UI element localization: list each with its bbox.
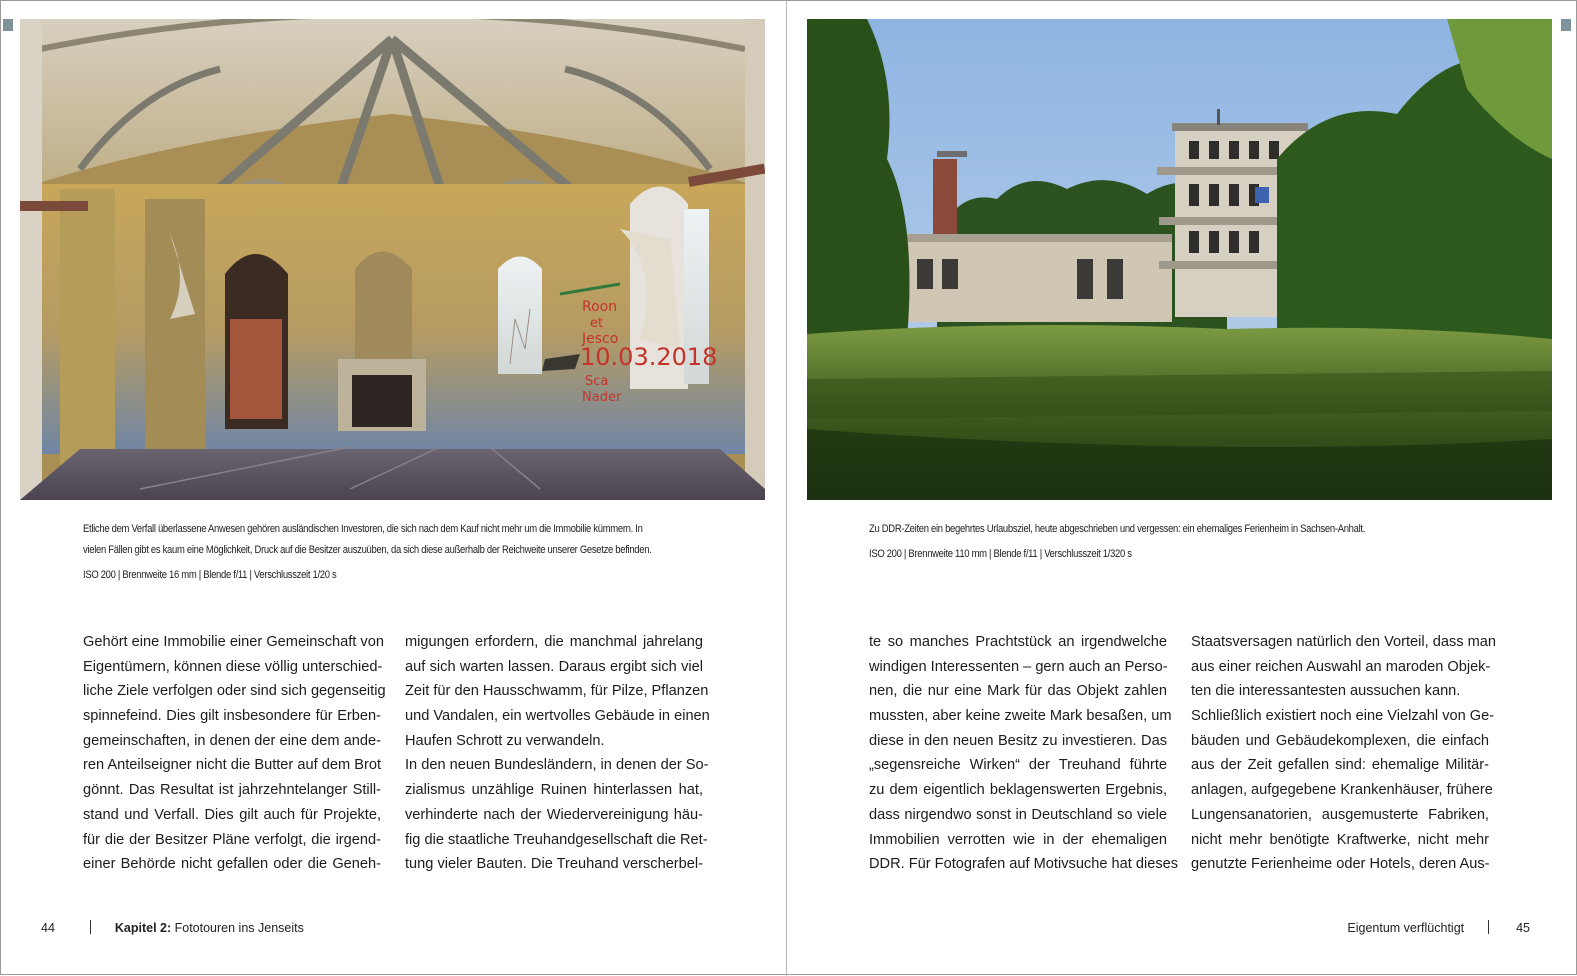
caption-left-specs: ISO 200 | Brennweite 16 mm | Blende f/11 | Verschlusszeit 1/20 s [83, 569, 337, 581]
text-line: diese in den neuen Besitz zu investieren. Das [869, 732, 1167, 749]
photo-abandoned-holiday-home [807, 19, 1552, 500]
text-line: gemeinschaften, in denen der eine dem ande- [83, 732, 381, 749]
text-line: liche Ziele verfolgen oder sind sich gegenseitig [83, 683, 386, 700]
text-line: zialismus unzählige Ruinen hinterlassen hat, [405, 782, 703, 799]
text-line: nen, die nur eine Mark für das Objekt zahlen [869, 683, 1167, 700]
text-line: windigen Interessenten – gern auch an Perso- [869, 658, 1168, 675]
text-line: gönnt. Das Resultat ist jahrzehntelanger Still- [83, 782, 381, 799]
text-line: fig die staatliche Treuhandgesellschaft die Ret- [405, 831, 708, 848]
graffiti-sca: Sca [585, 374, 609, 389]
text-line: Schließlich existiert noch eine Vielzahl von Ge- [1191, 708, 1495, 725]
caption-right-line-1: Zu DDR-Zeiten ein begehrtes Urlaubsziel, heute abgeschrieben und vergessen: ein ehemaliges Ferienheim in Sachsen-Anhalt. [869, 523, 1366, 535]
text-line: dass nirgendwo sonst in Deutschland so viele [869, 806, 1167, 823]
text-line: te so manches Prachtstück an irgendwelche [869, 634, 1167, 650]
text-line: Staatsversagen natürlich den Vorteil, dass man [1191, 634, 1497, 650]
text-line: aus einer reichen Auswahl an maroden Objek- [1191, 658, 1491, 675]
text-line: bäuden und Gebäudekomplexen, die einfach [1191, 732, 1489, 749]
page-number-left: 44 [41, 921, 55, 935]
chapter-label: Kapitel 2: [114, 921, 172, 935]
text-line: Zeit für den Hausschwamm, für Pilze, Pflanzen [405, 683, 709, 700]
text-line: verhinderte nach der Wiedervereinigung häu- [405, 806, 703, 823]
text-line: ten die interessantesten aussuchen kann. [1191, 683, 1461, 700]
text-line: auf sich warten lassen. Daraus ergibt sich viel [405, 658, 703, 675]
interior-ruin-image [20, 19, 765, 500]
caption-left [83, 519, 652, 586]
chapter-title: Fototouren ins Jenseits [171, 921, 304, 935]
caption-right-specs: ISO 200 | Brennweite 110 mm | Blende f/11 | Verschlusszeit 1/320 s [869, 548, 1132, 560]
page-number-right: 45 [1516, 921, 1530, 935]
footer-separator-left [90, 920, 91, 934]
text-line: aus der Zeit gefallen sind: ehemalige Militär- [1191, 757, 1489, 774]
text-line: spinnefeind. Dies gilt insbesondere für Erben- [83, 708, 381, 725]
photo-interior-ruin [20, 19, 765, 500]
graffiti-jesco: Jesco [582, 331, 619, 347]
text-line: Immobilien verrotten wie in der ehemaligen [869, 831, 1167, 848]
caption-left-line-1: Etliche dem Verfall überlassene Anwesen gehören ausländischen Investoren, die sich nach dem Kauf nicht mehr um die Immobilie kümmern. In [83, 523, 643, 535]
body-column-2 [405, 630, 710, 877]
text-line: anlagen, aufgegebene Krankenhäuser, frühere [1191, 782, 1493, 799]
footer-right [1347, 919, 1530, 937]
text-line: genutzte Ferienheime oder Hotels, deren Aus- [1191, 856, 1490, 873]
graffiti-nader: Nader [582, 390, 622, 405]
text-line: DDR. Für Fotografen auf Motivsuche hat dieses [869, 856, 1179, 873]
text-line: tung vieler Bauten. Die Treuhand verscherbel- [405, 856, 703, 873]
text-line: mussten, aber keine zweite Mark besaßen, um [869, 708, 1172, 725]
text-line: Eigentümern, können diese völlig unterschied- [83, 658, 383, 675]
body-column-3 [869, 630, 1179, 877]
text-line: zu dem eigentlich beklagenswerten Ergebnis, [869, 782, 1167, 799]
book-gutter [786, 1, 787, 976]
graffiti-et: et [590, 316, 604, 331]
footer-separator-right [1488, 920, 1489, 934]
text-line: ren Anteilseigner nicht die Butter auf dem Brot [83, 757, 381, 774]
graffiti-roon: Roon [582, 299, 618, 315]
graffiti-date: 10.03.2018 [580, 343, 718, 371]
text-line: einer Behörde nicht gefallen oder die Geneh- [83, 856, 381, 873]
section-title: Eigentum verflüchtigt [1347, 921, 1465, 935]
text-line: Gehört eine Immobilie einer Gemeinschaft von [83, 634, 384, 650]
body-column-1 [83, 630, 386, 877]
corner-marker-right [1561, 19, 1571, 31]
text-line: und Vandalen, ein wertvolles Gebäude in einen [405, 708, 710, 725]
footer-left [41, 919, 304, 937]
text-line: für die der Besitzer Pläne verfolgt, die irgend- [83, 831, 381, 848]
text-line: Lungensanatorien, ausgemusterte Fabriken, [1191, 806, 1489, 823]
text-line: stand und Verfall. Dies gilt auch für Projekte, [83, 806, 381, 823]
holiday-home-image [807, 19, 1552, 500]
text-line: Haufen Schrott zu verwandeln. [405, 732, 605, 749]
corner-marker-left [3, 19, 13, 31]
text-line: In den neuen Bundesländern, in denen der So- [405, 757, 709, 774]
body-column-4 [1191, 630, 1497, 877]
caption-left-line-2: vielen Fällen gibt es kaum eine Möglichkeit, Druck auf die Besitzer auszuüben, da sich diese außerhalb der Reichweite unserer Gesetze befinden. [83, 544, 652, 556]
text-line: „segensreiche Wirken“ der Treuhand führte [869, 757, 1167, 774]
text-line: nicht mehr benötigte Kraftwerke, nicht mehr [1191, 831, 1489, 848]
text-line: migungen erfordern, die manchmal jahrelang [405, 634, 703, 650]
caption-right [869, 519, 1365, 565]
